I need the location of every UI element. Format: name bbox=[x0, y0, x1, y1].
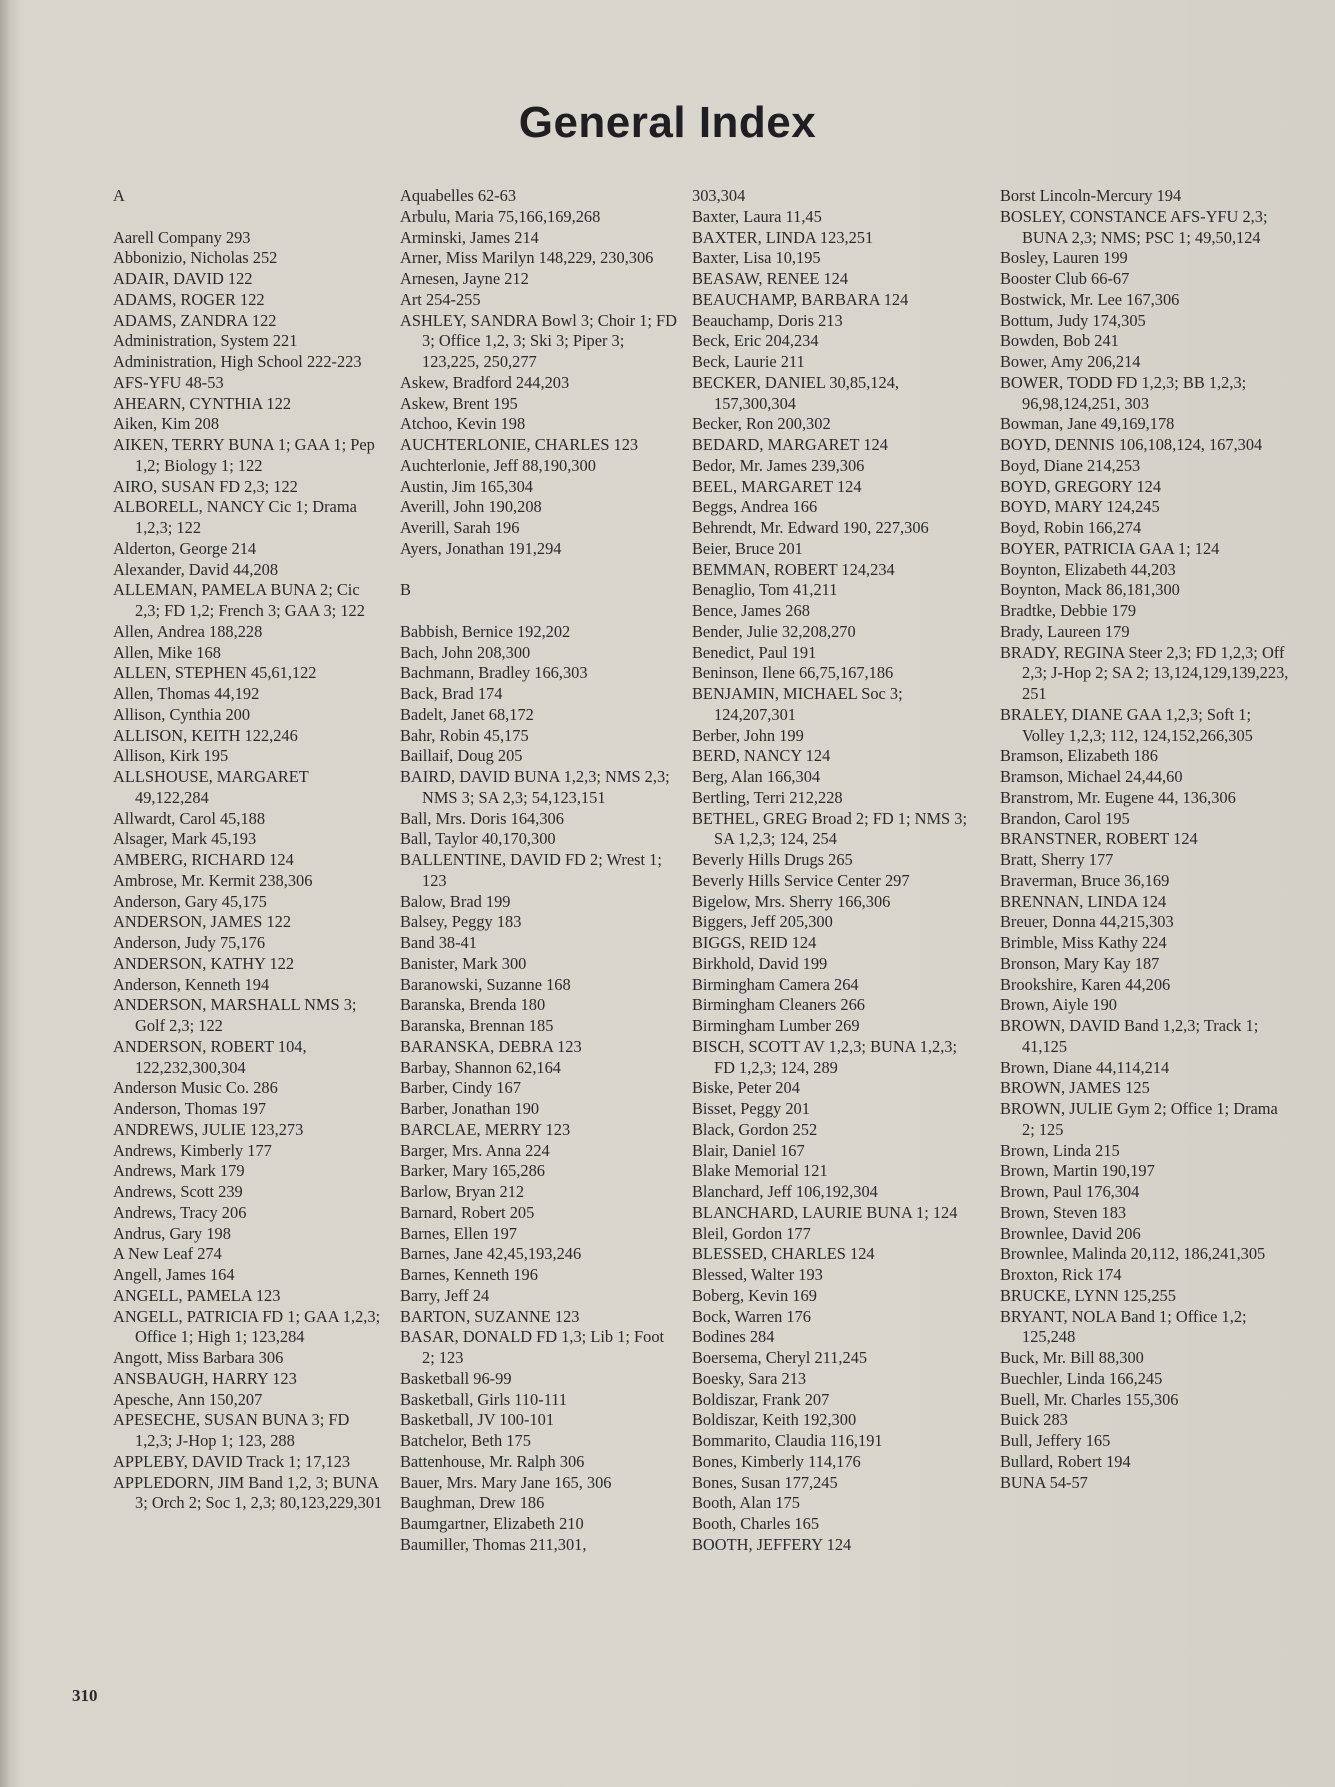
index-entry: Allison, Cynthia 200 bbox=[113, 704, 251, 724]
index-entry: Becker, Ron 200,302 bbox=[692, 414, 831, 434]
index-column-2 bbox=[400, 186, 680, 1556]
index-entry: BARCLAE, MERRY 123 bbox=[400, 1119, 571, 1139]
index-entry: Brown, Martin 190,197 bbox=[1000, 1161, 1155, 1181]
index-entry: ADAIR, DAVID 122 bbox=[113, 269, 253, 288]
index-entry: Black, Gordon 252 bbox=[692, 1119, 818, 1139]
index-entry: Birkhold, David 199 bbox=[692, 953, 828, 973]
index-entry: Aquabelles 62-63 bbox=[400, 186, 517, 205]
index-entry: Booth, Alan 175 bbox=[692, 1493, 800, 1513]
index-entry: Allen, Mike 168 bbox=[113, 642, 221, 662]
index-entry: Art 254-255 bbox=[400, 289, 481, 309]
index-entry: BETHEL, GREG Broad 2; FD 1; NMS 3; SA 1,2,3; 124, 254 bbox=[692, 808, 967, 849]
index-entry: BIGGS, REID 124 bbox=[692, 933, 817, 952]
index-entry: Barnes, Ellen 197 bbox=[400, 1223, 517, 1243]
index-entry: BASAR, DONALD FD 1,3; Lib 1; Foot 2; 123 bbox=[400, 1327, 665, 1367]
page-number: 310 bbox=[72, 1686, 98, 1705]
index-entry: Brown, Paul 176,304 bbox=[1000, 1182, 1140, 1201]
index-entry: Buck, Mr. Bill 88,300 bbox=[1000, 1348, 1144, 1367]
section-gap bbox=[400, 560, 680, 581]
index-entry: Allison, Kirk 195 bbox=[113, 746, 229, 766]
index-entry: Basketball 96-99 bbox=[400, 1368, 512, 1388]
index-entry: Buick 283 bbox=[1000, 1410, 1068, 1430]
index-entry: Bock, Warren 176 bbox=[692, 1306, 811, 1326]
index-entry: Barbay, Shannon 62,164 bbox=[400, 1057, 562, 1077]
index-entry: Brookshire, Karen 44,206 bbox=[1000, 974, 1171, 994]
index-entry: AHEARN, CYNTHIA 122 bbox=[113, 393, 292, 413]
index-column-4 bbox=[1000, 186, 1290, 1493]
index-entry: BRUCKE, LYNN 125,255 bbox=[1000, 1285, 1176, 1305]
index-entry: Bullard, Robert 194 bbox=[1000, 1451, 1131, 1471]
index-entry: BROWN, JAMES 125 bbox=[1000, 1078, 1150, 1098]
index-entry: ANDERSON, JAMES 122 bbox=[113, 912, 292, 932]
index-entry: Askew, Brent 195 bbox=[400, 393, 518, 413]
index-entry: Biggers, Jeff 205,300 bbox=[692, 912, 833, 932]
index-entry: BOWER, TODD FD 1,2,3; BB 1,2,3; 96,98,124,251, 303 bbox=[1000, 372, 1247, 413]
index-entry: Allen, Andrea 188,228 bbox=[113, 621, 263, 641]
index-entry: Boldiszar, Keith 192,300 bbox=[692, 1410, 857, 1430]
index-entry: Anderson, Thomas 197 bbox=[113, 1099, 267, 1118]
index-entry: Barlow, Bryan 212 bbox=[400, 1182, 525, 1201]
index-entry: Boesky, Sara 213 bbox=[692, 1368, 807, 1388]
index-entry: Balsey, Peggy 183 bbox=[400, 912, 522, 932]
index-entry: Buell, Mr. Charles 155,306 bbox=[1000, 1389, 1179, 1409]
index-entry: ADAMS, ROGER 122 bbox=[113, 289, 265, 309]
index-entry: Arner, Miss Marilyn 148,229, 230,306 bbox=[400, 248, 654, 268]
index-entry: Bachmann, Bradley 166,303 bbox=[400, 663, 588, 683]
index-entry: BRANSTNER, ROBERT 124 bbox=[1000, 829, 1198, 849]
index-entry: Bedor, Mr. James 239,306 bbox=[692, 455, 865, 475]
index-entry: Averill, Sarah 196 bbox=[400, 518, 520, 537]
index-entry: Brown, Steven 183 bbox=[1000, 1202, 1127, 1222]
index-entry: Bauer, Mrs. Mary Jane 165, 306 bbox=[400, 1472, 612, 1492]
index-entry: Bronson, Mary Kay 187 bbox=[1000, 953, 1160, 973]
index-entry: Bleil, Gordon 177 bbox=[692, 1223, 811, 1243]
index-entry: Boldiszar, Frank 207 bbox=[692, 1389, 830, 1409]
index-entry: BERD, NANCY 124 bbox=[692, 746, 831, 766]
index-entry: Beck, Laurie 211 bbox=[692, 352, 805, 371]
index-entry: Bones, Susan 177,245 bbox=[692, 1472, 838, 1492]
index-entry: BEMMAN, ROBERT 124,234 bbox=[692, 559, 895, 579]
index-entry: Averill, John 190,208 bbox=[400, 497, 542, 517]
index-entry: Andrews, Kimberly 177 bbox=[113, 1140, 272, 1160]
index-entry: Bramson, Elizabeth 186 bbox=[1000, 746, 1158, 766]
index-entry: Balow, Brad 199 bbox=[400, 891, 511, 911]
index-entry: APPLEBY, DAVID Track 1; 17,123 bbox=[113, 1451, 351, 1471]
index-entry: Brady, Laureen 179 bbox=[1000, 621, 1130, 641]
index-entry: BRENNAN, LINDA 124 bbox=[1000, 891, 1167, 911]
index-entry: Batchelor, Beth 175 bbox=[400, 1431, 531, 1450]
index-entry: BEEL, MARGARET 124 bbox=[692, 476, 862, 496]
index-entry: BRYANT, NOLA Band 1; Office 1,2; 125,248 bbox=[1000, 1306, 1247, 1347]
index-entry: Aarell Company 293 bbox=[113, 227, 251, 247]
index-entry: Boynton, Mack 86,181,300 bbox=[1000, 580, 1180, 600]
index-entry: Baranowski, Suzanne 168 bbox=[400, 974, 571, 994]
index-entry: Baxter, Laura 11,45 bbox=[692, 206, 822, 226]
index-entry: BOOTH, JEFFERY 124 bbox=[692, 1534, 852, 1554]
index-entry: Basketball, JV 100-101 bbox=[400, 1410, 555, 1430]
index-entry: Brandon, Carol 195 bbox=[1000, 808, 1130, 828]
index-entry: Banister, Mark 300 bbox=[400, 953, 527, 973]
index-entry: ANDERSON, MARSHALL NMS 3; Golf 2,3; 122 bbox=[113, 995, 357, 1035]
index-entry: Allen, Thomas 44,192 bbox=[113, 684, 260, 703]
index-entry: Band 38-41 bbox=[400, 933, 477, 952]
index-entry: Birmingham Lumber 269 bbox=[692, 1016, 860, 1035]
index-entry: Andrus, Gary 198 bbox=[113, 1223, 231, 1243]
index-entry: Blair, Daniel 167 bbox=[692, 1140, 805, 1160]
index-entry: Administration, High School 222-223 bbox=[113, 352, 362, 371]
index-entry: AFS-YFU 48-53 bbox=[113, 372, 224, 392]
index-entry: ADAMS, ZANDRA 122 bbox=[113, 310, 277, 330]
index-entry: Barber, Jonathan 190 bbox=[400, 1099, 540, 1118]
index-entry: BEAUCHAMP, BARBARA 124 bbox=[692, 289, 909, 309]
index-entry: ASHLEY, SANDRA Bowl 3; Choir 1; FD 3; Office 1,2, 3; Ski 3; Piper 3; 123,225, 250,277 bbox=[400, 310, 678, 371]
index-entry: ANSBAUGH, HARRY 123 bbox=[113, 1368, 297, 1388]
index-entry: Anderson, Gary 45,175 bbox=[113, 891, 267, 911]
index-entry: ALLSHOUSE, MARGARET 49,122,284 bbox=[113, 767, 309, 807]
index-entry: Boyd, Diane 214,253 bbox=[1000, 455, 1141, 475]
index-entry: Brown, Aiyle 190 bbox=[1000, 995, 1118, 1015]
index-entry: Andrews, Mark 179 bbox=[113, 1161, 245, 1181]
index-entry: Booster Club 66-67 bbox=[1000, 269, 1130, 288]
index-entry: Ambrose, Mr. Kermit 238,306 bbox=[113, 870, 313, 890]
index-entry: Broxton, Rick 174 bbox=[1000, 1265, 1122, 1284]
index-entry: BALLENTINE, DAVID FD 2; Wrest 1; 123 bbox=[400, 850, 662, 890]
index-entry: ALLISON, KEITH 122,246 bbox=[113, 725, 298, 745]
index-entry: AIKEN, TERRY BUNA 1; GAA 1; Pep 1,2; Biology 1; 122 bbox=[113, 435, 375, 475]
index-entry: Austin, Jim 165,304 bbox=[400, 476, 533, 496]
index-entry: Beninson, Ilene 66,75,167,186 bbox=[692, 663, 894, 683]
index-entry: Auchterlonie, Jeff 88,190,300 bbox=[400, 455, 596, 475]
index-entry: Bower, Amy 206,214 bbox=[1000, 352, 1141, 371]
index-entry: Borst Lincoln-Mercury 194 bbox=[1000, 186, 1182, 205]
index-entry: Bradtke, Debbie 179 bbox=[1000, 601, 1137, 620]
index-entry: Administration, System 221 bbox=[113, 331, 298, 351]
index-entry: Anderson, Kenneth 194 bbox=[113, 974, 270, 994]
index-entry: Barker, Mary 165,286 bbox=[400, 1161, 546, 1181]
index-entry: Barnes, Jane 42,45,193,246 bbox=[400, 1244, 582, 1264]
index-entry: BOYD, MARY 124,245 bbox=[1000, 497, 1160, 517]
index-entry: Berber, John 199 bbox=[692, 725, 804, 745]
index-entry: Allwardt, Carol 45,188 bbox=[113, 808, 266, 828]
index-entry: Battenhouse, Mr. Ralph 306 bbox=[400, 1451, 585, 1471]
index-entry: Arbulu, Maria 75,166,169,268 bbox=[400, 206, 601, 226]
index-entry: BARANSKA, DEBRA 123 bbox=[400, 1036, 582, 1056]
index-column-3 bbox=[692, 186, 982, 1556]
index-entry: Boynton, Elizabeth 44,203 bbox=[1000, 559, 1176, 579]
section-gap bbox=[113, 207, 383, 228]
index-entry: BRADY, REGINA Steer 2,3; FD 1,2,3; Off 2,3; J-Hop 2; SA 2; 13,124,129,139,223, 251 bbox=[1000, 642, 1289, 703]
section-gap bbox=[400, 601, 680, 622]
index-entry: Bertling, Terri 212,228 bbox=[692, 787, 843, 807]
index-entry: BAXTER, LINDA 123,251 bbox=[692, 227, 874, 247]
index-entry: Bones, Kimberly 114,176 bbox=[692, 1451, 861, 1471]
index-entry: Beier, Bruce 201 bbox=[692, 538, 803, 558]
index-entry: Alexander, David 44,208 bbox=[113, 559, 279, 579]
index-entry: BOYD, DENNIS 106,108,124, 167,304 bbox=[1000, 435, 1263, 454]
section-letter: B bbox=[400, 580, 411, 600]
index-entry: BEDARD, MARGARET 124 bbox=[692, 435, 888, 454]
index-entry: Bramson, Michael 24,44,60 bbox=[1000, 767, 1183, 786]
index-entry: Bosley, Lauren 199 bbox=[1000, 248, 1128, 268]
index-entry: BUNA 54-57 bbox=[1000, 1472, 1088, 1492]
index-entry: Askew, Bradford 244,203 bbox=[400, 372, 570, 392]
index-entry: Brownlee, David 206 bbox=[1000, 1223, 1141, 1243]
index-entry: Beverly Hills Service Center 297 bbox=[692, 870, 910, 890]
index-entry: Biske, Peter 204 bbox=[692, 1078, 800, 1098]
index-entry: Benaglio, Tom 41,211 bbox=[692, 580, 838, 600]
index-entry: Bender, Julie 32,208,270 bbox=[692, 621, 856, 641]
index-entry: Andrews, Tracy 206 bbox=[113, 1202, 247, 1222]
index-entry: Beggs, Andrea 166 bbox=[692, 497, 818, 517]
index-entry: A New Leaf 274 bbox=[113, 1244, 222, 1264]
index-entry: Atchoo, Kevin 198 bbox=[400, 414, 526, 434]
index-entry: Badelt, Janet 68,172 bbox=[400, 704, 534, 724]
index-entry: BENJAMIN, MICHAEL Soc 3; 124,207,301 bbox=[692, 684, 903, 724]
index-entry: Blessed, Walter 193 bbox=[692, 1265, 823, 1284]
index-entry: Ball, Taylor 40,170,300 bbox=[400, 829, 556, 849]
index-entry: BISCH, SCOTT AV 1,2,3; BUNA 1,2,3; FD 1,2,3; 124, 289 bbox=[692, 1036, 958, 1077]
index-entry: Branstrom, Mr. Eugene 44, 136,306 bbox=[1000, 787, 1236, 807]
index-column-1 bbox=[113, 186, 383, 1514]
index-entry: Beverly Hills Drugs 265 bbox=[692, 850, 853, 869]
index-entry: Bach, John 208,300 bbox=[400, 642, 531, 662]
index-entry: Boberg, Kevin 169 bbox=[692, 1285, 817, 1305]
index-entry: Behrendt, Mr. Edward 190, 227,306 bbox=[692, 518, 929, 537]
index-entry: Bostwick, Mr. Lee 167,306 bbox=[1000, 289, 1180, 309]
index-entry: BLANCHARD, LAURIE BUNA 1; 124 bbox=[692, 1202, 958, 1222]
index-entry: Baxter, Lisa 10,195 bbox=[692, 248, 821, 268]
index-entry: ANDERSON, KATHY 122 bbox=[113, 953, 295, 973]
index-entry: BECKER, DANIEL 30,85,124, 157,300,304 bbox=[692, 372, 899, 413]
index-entry: BARTON, SUZANNE 123 bbox=[400, 1306, 580, 1326]
index-entry: 303,304 bbox=[692, 186, 746, 205]
index-entry: Angell, James 164 bbox=[113, 1265, 235, 1284]
index-entry: Barnes, Kenneth 196 bbox=[400, 1265, 538, 1284]
index-entry: Barger, Mrs. Anna 224 bbox=[400, 1140, 550, 1160]
index-entry: ALLEMAN, PAMELA BUNA 2; Cic 2,3; FD 1,2; French 3; GAA 3; 122 bbox=[113, 580, 365, 620]
index-entry: Bigelow, Mrs. Sherry 166,306 bbox=[692, 891, 891, 911]
index-entry: Bull, Jeffery 165 bbox=[1000, 1431, 1111, 1450]
index-entry: APPLEDORN, JIM Band 1,2, 3; BUNA 3; Orch 2; Soc 1, 2,3; 80,123,229,301 bbox=[113, 1472, 383, 1513]
index-entry: Bodines 284 bbox=[692, 1327, 775, 1347]
index-entry: ANGELL, PAMELA 123 bbox=[113, 1285, 281, 1305]
index-entry: Brimble, Miss Kathy 224 bbox=[1000, 933, 1167, 952]
index-entry: Bottum, Judy 174,305 bbox=[1000, 310, 1146, 330]
index-entry: Boyd, Robin 166,274 bbox=[1000, 518, 1142, 537]
index-entry: BRALEY, DIANE GAA 1,2,3; Soft 1; Volley 1,2,3; 112, 124,152,266,305 bbox=[1000, 704, 1253, 745]
index-entry: Booth, Charles 165 bbox=[692, 1514, 820, 1533]
index-entry: Bowman, Jane 49,169,178 bbox=[1000, 414, 1175, 434]
index-entry: Bisset, Peggy 201 bbox=[692, 1099, 810, 1118]
index-entry: Anderson, Judy 75,176 bbox=[113, 933, 266, 952]
index-entry: Arminski, James 214 bbox=[400, 227, 539, 247]
index-entry: Baughman, Drew 186 bbox=[400, 1493, 545, 1513]
index-entry: BOYD, GREGORY 124 bbox=[1000, 476, 1162, 496]
section-letter: A bbox=[113, 186, 125, 205]
index-entry: Bence, James 268 bbox=[692, 601, 810, 620]
index-entry: Angott, Miss Barbara 306 bbox=[113, 1348, 284, 1367]
index-entry: AMBERG, RICHARD 124 bbox=[113, 850, 294, 869]
index-entry: Barber, Cindy 167 bbox=[400, 1078, 521, 1098]
index-entry: Bommarito, Claudia 116,191 bbox=[692, 1431, 883, 1450]
index-entry: Boersema, Cheryl 211,245 bbox=[692, 1348, 868, 1367]
index-entry: Abbonizio, Nicholas 252 bbox=[113, 248, 278, 268]
page-title: General Index bbox=[518, 98, 817, 147]
index-entry: ANDERSON, ROBERT 104, 122,232,300,304 bbox=[113, 1036, 307, 1077]
index-entry: Brownlee, Malinda 20,112, 186,241,305 bbox=[1000, 1244, 1266, 1264]
index-entry: Anderson Music Co. 286 bbox=[113, 1078, 278, 1098]
index-entry: Apesche, Ann 150,207 bbox=[113, 1389, 263, 1409]
index-entry: BROWN, JULIE Gym 2; Office 1; Drama 2; 125 bbox=[1000, 1099, 1278, 1139]
index-entry: Bahr, Robin 45,175 bbox=[400, 725, 529, 745]
index-entry: Bowden, Bob 241 bbox=[1000, 331, 1119, 351]
index-entry: Aiken, Kim 208 bbox=[113, 414, 220, 434]
index-entry: Baranska, Brennan 185 bbox=[400, 1016, 554, 1035]
index-entry: Braverman, Bruce 36,169 bbox=[1000, 870, 1170, 890]
index-entry: ANDREWS, JULIE 123,273 bbox=[113, 1119, 304, 1139]
index-entry: Andrews, Scott 239 bbox=[113, 1182, 243, 1201]
index-entry: BLESSED, CHARLES 124 bbox=[692, 1244, 875, 1264]
index-entry: Baumiller, Thomas 211,301, bbox=[400, 1534, 587, 1554]
index-entry: Arnesen, Jayne 212 bbox=[400, 269, 529, 288]
index-entry: Ball, Mrs. Doris 164,306 bbox=[400, 808, 564, 828]
index-entry: Back, Brad 174 bbox=[400, 684, 503, 703]
index-entry: Brown, Diane 44,114,214 bbox=[1000, 1057, 1170, 1077]
index-entry: ALLEN, STEPHEN 45,61,122 bbox=[113, 663, 317, 683]
index-entry: BAIRD, DAVID BUNA 1,2,3; NMS 2,3; NMS 3; SA 2,3; 54,123,151 bbox=[400, 767, 670, 807]
index-entry: Alsager, Mark 45,193 bbox=[113, 829, 257, 849]
index-entry: Birmingham Cleaners 266 bbox=[692, 995, 865, 1015]
index-entry: APESECHE, SUSAN BUNA 3; FD 1,2,3; J-Hop 1; 123, 288 bbox=[113, 1410, 350, 1450]
index-entry: Blanchard, Jeff 106,192,304 bbox=[692, 1182, 878, 1201]
index-entry: Breuer, Donna 44,215,303 bbox=[1000, 912, 1174, 932]
index-entry: ALBORELL, NANCY Cic 1; Drama 1,2,3; 122 bbox=[113, 497, 357, 537]
index-entry: BROWN, DAVID Band 1,2,3; Track 1; 41,125 bbox=[1000, 1016, 1259, 1056]
index-entry: Baumgartner, Elizabeth 210 bbox=[400, 1514, 584, 1533]
index-entry: Blake Memorial 121 bbox=[692, 1161, 828, 1181]
index-entry: Brown, Linda 215 bbox=[1000, 1140, 1120, 1160]
index-entry: AIRO, SUSAN FD 2,3; 122 bbox=[113, 476, 298, 496]
index-entry: ANGELL, PATRICIA FD 1; GAA 1,2,3; Office 1; High 1; 123,284 bbox=[113, 1306, 381, 1347]
index-entry: AUCHTERLONIE, CHARLES 123 bbox=[400, 435, 639, 454]
index-entry: Birmingham Camera 264 bbox=[692, 974, 859, 994]
index-entry: Ayers, Jonathan 191,294 bbox=[400, 538, 562, 558]
index-entry: Beck, Eric 204,234 bbox=[692, 331, 819, 351]
index-entry: BOYER, PATRICIA GAA 1; 124 bbox=[1000, 538, 1220, 558]
index-entry: BEASAW, RENEE 124 bbox=[692, 269, 849, 288]
index-entry: Bratt, Sherry 177 bbox=[1000, 850, 1114, 869]
index-entry: Barnard, Robert 205 bbox=[400, 1202, 535, 1222]
index-entry: Alderton, George 214 bbox=[113, 538, 257, 558]
index-entry: Baillaif, Doug 205 bbox=[400, 746, 523, 766]
index-entry: Barry, Jeff 24 bbox=[400, 1285, 490, 1305]
index-entry: Baranska, Brenda 180 bbox=[400, 995, 546, 1015]
index-entry: Basketball, Girls 110-111 bbox=[400, 1389, 568, 1409]
index-entry: Benedict, Paul 191 bbox=[692, 642, 817, 662]
index-entry: BOSLEY, CONSTANCE AFS-YFU 2,3; BUNA 2,3; NMS; PSC 1; 49,50,124 bbox=[1000, 206, 1268, 247]
index-entry: Babbish, Bernice 192,202 bbox=[400, 621, 571, 641]
index-entry: Beauchamp, Doris 213 bbox=[692, 310, 843, 330]
index-entry: Buechler, Linda 166,245 bbox=[1000, 1368, 1163, 1388]
index-entry: Berg, Alan 166,304 bbox=[692, 767, 821, 786]
